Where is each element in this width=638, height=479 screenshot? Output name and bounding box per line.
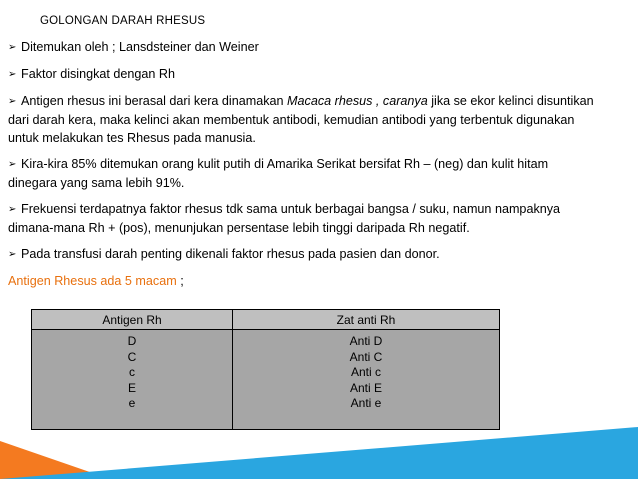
- rhesus-antigen-table: [31, 309, 500, 430]
- bullet-discovered-by: [8, 38, 598, 57]
- bullet-abbreviation: [8, 65, 598, 84]
- bullet-percentage: [8, 155, 598, 192]
- bullet-text: Kira-kira 85% ditemukan orang kulit putih di Amarika Serikat bersifat Rh – (neg) dan kulit hitam dinegara yang sama lebih 91%.: [8, 157, 549, 190]
- slide-content: [8, 38, 598, 290]
- antibody-item: Anti e: [350, 396, 382, 410]
- arrow-bullet-icon: ➢: [8, 204, 17, 215]
- antibody-item: Anti E: [349, 380, 382, 395]
- header-antigen: Antigen Rh: [32, 310, 233, 330]
- antigen-cell: [32, 330, 233, 430]
- arrow-bullet-icon: ➢: [8, 96, 17, 107]
- bullet-text-after: jika se ekor kelinci disuntikan dari darah kera, maka kelinci akan membentuk antibodi, kemudian antibodi yang terbentuk digunakan untuk melakukan tes Rhesus pada manusia.: [8, 94, 594, 145]
- arrow-bullet-icon: ➢: [8, 69, 17, 80]
- antibody-item: Anti D: [349, 334, 383, 348]
- antibody-item: Anti C: [349, 349, 383, 364]
- bullet-text: Pada transfusi darah penting dikenali faktor rhesus pada pasien dan donor.: [21, 247, 440, 261]
- antibody-item: Anti c: [350, 365, 381, 379]
- antibody-cell: [233, 330, 500, 430]
- blue-wave-shape: [0, 427, 638, 479]
- subheading: [8, 272, 598, 290]
- bullet-antigen-origin: [8, 92, 598, 147]
- bullet-frequency: [8, 200, 598, 237]
- arrow-bullet-icon: ➢: [8, 42, 17, 53]
- antigen-item: c: [129, 365, 135, 379]
- bullet-text-before: Antigen rhesus ini berasal dari kera dinamakan: [21, 94, 288, 108]
- bullet-text-italic: Macaca rhesus , caranya: [287, 94, 428, 108]
- slide-title: GOLONGAN DARAH RHESUS: [40, 15, 206, 27]
- bullet-text: Frekuensi terdapatnya faktor rhesus tdk sama untuk berbagai bangsa / suku, namun nampaknya dimana-mana Rh + (pos), menunjukan persentase lebih tinggi daripada Rh negatif.: [8, 202, 561, 235]
- table-row: [32, 330, 500, 430]
- antigen-item: e: [128, 396, 136, 410]
- footer-wave-decoration: [0, 419, 638, 479]
- arrow-bullet-icon: ➢: [8, 249, 17, 260]
- bullet-transfusion: [8, 245, 598, 264]
- bullet-text: Ditemukan oleh ; Lansdsteiner dan Weiner: [21, 40, 259, 54]
- antigen-item: D: [127, 334, 137, 348]
- subheading-text: Antigen Rhesus ada 5 macam: [8, 274, 177, 288]
- antigen-item: E: [127, 380, 136, 395]
- bullet-text: Faktor disingkat dengan Rh: [21, 67, 176, 81]
- header-antibody: Zat anti Rh: [233, 310, 500, 330]
- antigen-item: C: [127, 349, 137, 364]
- table-header-row: [32, 310, 500, 330]
- subheading-suffix: ;: [176, 274, 184, 288]
- arrow-bullet-icon: ➢: [8, 159, 17, 170]
